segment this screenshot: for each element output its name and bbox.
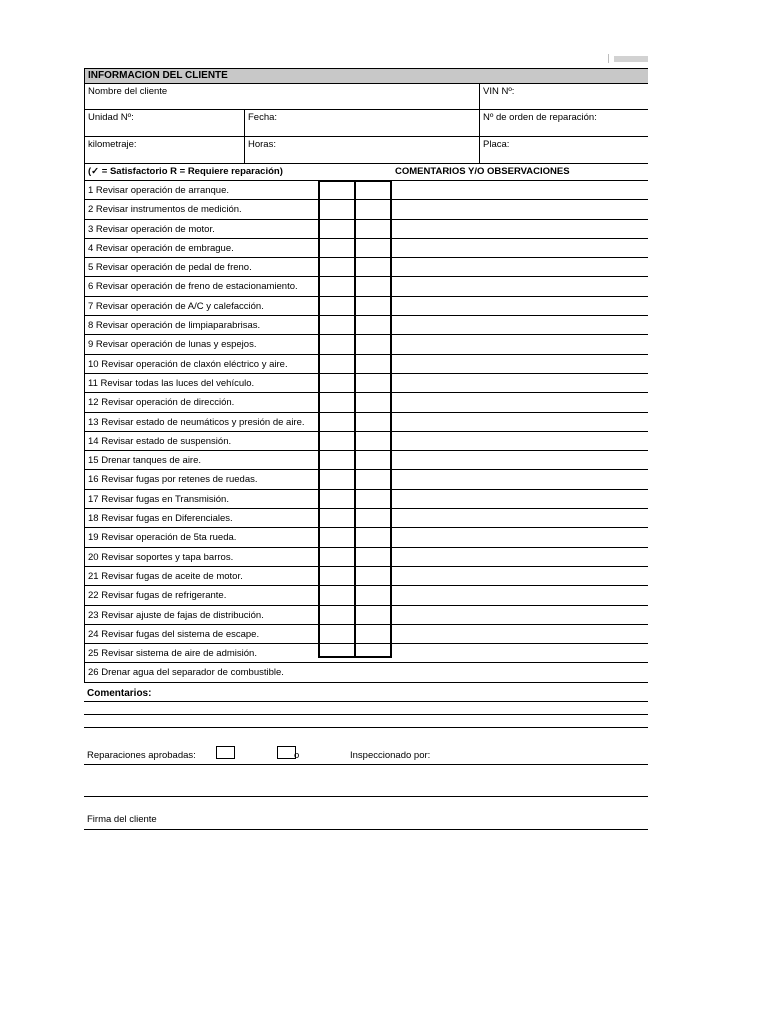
- repair-required-cell[interactable]: [355, 200, 393, 218]
- observation-cell[interactable]: [393, 181, 648, 199]
- checklist-row: [84, 393, 648, 412]
- repair-required-cell[interactable]: [355, 606, 393, 624]
- checklist-row: [84, 586, 648, 605]
- inspected-by-label: Inspeccionado por:: [350, 749, 431, 761]
- checklist-row: [84, 239, 648, 258]
- page-tab-mark: [608, 54, 648, 63]
- repair-required-cell[interactable]: [355, 586, 393, 604]
- tab-mark-line: [608, 54, 609, 63]
- checklist-item-label: 24 Revisar fugas del sistema de escape.: [88, 628, 260, 640]
- checklist-item-label: 1 Revisar operación de arranque.: [88, 185, 230, 196]
- checklist-row: [84, 432, 648, 451]
- repair-required-cell[interactable]: [355, 413, 393, 431]
- satisfactory-check-cell[interactable]: [319, 297, 355, 315]
- satisfactory-check-cell[interactable]: [319, 567, 355, 585]
- satisfactory-check-cell[interactable]: [319, 258, 355, 276]
- checklist-item-label: 16 Revisar fugas por retenes de ruedas.: [88, 474, 258, 486]
- info-row-unit: [84, 110, 648, 137]
- checklist-item-label: 9 Revisar operación de lunas y espejos.: [88, 339, 257, 351]
- checklist-item-label: 11 Revisar todas las luces del vehículo.: [88, 377, 255, 389]
- repair-required-cell[interactable]: [355, 355, 393, 373]
- checklist-item-label: 26 Drenar agua del separador de combustible.: [88, 667, 284, 679]
- observation-cell[interactable]: [393, 509, 648, 527]
- checklist-item-label: 21 Revisar fugas de aceite de motor.: [88, 570, 243, 582]
- satisfactory-check-cell[interactable]: [319, 181, 355, 199]
- satisfactory-check-cell[interactable]: [319, 200, 355, 218]
- approved-label: Reparaciones aprobadas:: [87, 749, 196, 761]
- signature-line[interactable]: [84, 829, 648, 830]
- checklist-row: [84, 258, 648, 277]
- observation-cell[interactable]: [393, 644, 648, 662]
- hours-field[interactable]: Horas:: [244, 137, 479, 163]
- info-row-mileage: [84, 137, 648, 164]
- repair-required-cell[interactable]: [355, 644, 393, 662]
- checklist-row: [84, 470, 648, 489]
- checklist-row: [84, 625, 648, 644]
- observation-cell[interactable]: [393, 374, 648, 392]
- observation-cell[interactable]: [393, 490, 648, 508]
- satisfactory-check-cell[interactable]: [319, 548, 355, 566]
- satisfactory-check-cell[interactable]: [319, 625, 355, 643]
- repair-required-cell[interactable]: [355, 451, 393, 469]
- observation-cell[interactable]: [393, 258, 648, 276]
- observation-cell[interactable]: [393, 239, 648, 257]
- observation-cell[interactable]: [393, 316, 648, 334]
- observation-cell[interactable]: [393, 567, 648, 585]
- checklist-item-label: 25 Revisar sistema de aire de admisión.: [88, 648, 257, 660]
- repair-required-cell[interactable]: [355, 470, 393, 488]
- satisfactory-check-cell[interactable]: [319, 220, 355, 238]
- checklist-item-label: 7 Revisar operación de A/C y calefacción.: [88, 300, 264, 312]
- repair-order-field[interactable]: Nº de orden de reparación:: [479, 110, 648, 136]
- repair-required-cell[interactable]: [355, 258, 393, 276]
- satisfactory-check-cell[interactable]: [319, 606, 355, 624]
- repair-required-cell[interactable]: [355, 393, 393, 411]
- satisfactory-check-cell[interactable]: [319, 509, 355, 527]
- approval-row: [84, 742, 648, 764]
- checklist-item-label: 13 Revisar estado de neumáticos y presión de aire.: [88, 416, 305, 428]
- checklist-row: [84, 181, 648, 200]
- repair-required-cell[interactable]: [355, 509, 393, 527]
- repair-required-cell[interactable]: [355, 374, 393, 392]
- repair-required-cell[interactable]: [355, 490, 393, 508]
- inspection-form: [84, 68, 648, 830]
- repair-required-cell[interactable]: [355, 239, 393, 257]
- legend-row: [84, 164, 648, 181]
- satisfactory-check-cell[interactable]: [319, 663, 355, 681]
- checklist-row: [84, 644, 648, 663]
- satisfactory-check-cell[interactable]: [319, 490, 355, 508]
- repair-required-cell[interactable]: [355, 297, 393, 315]
- repair-required-cell[interactable]: [355, 316, 393, 334]
- checklist-item-label: 2 Revisar instrumentos de medición.: [88, 204, 242, 216]
- checklist-item-label: 20 Revisar soportes y tapa barros.: [88, 551, 234, 563]
- checklist-row: [84, 413, 648, 432]
- observation-cell[interactable]: [393, 548, 648, 566]
- checklist-row: [84, 509, 648, 528]
- checklist-row: [84, 490, 648, 509]
- observation-cell[interactable]: [393, 297, 648, 315]
- mileage-field[interactable]: kilometraje:: [88, 139, 137, 150]
- checklist-row: [84, 297, 648, 316]
- satisfactory-check-cell[interactable]: [319, 316, 355, 334]
- checklist-row: [84, 548, 648, 567]
- checklist-row: [84, 663, 648, 682]
- checklist-item-label: 22 Revisar fugas de refrigerante.: [88, 590, 227, 602]
- observation-cell[interactable]: [393, 355, 648, 373]
- observation-cell[interactable]: [393, 663, 648, 681]
- section-header: INFORMACION DEL CLIENTE: [84, 68, 648, 84]
- observation-cell[interactable]: [393, 277, 648, 295]
- satisfactory-check-cell[interactable]: [319, 470, 355, 488]
- checklist-row: [84, 316, 648, 335]
- vin-field[interactable]: VIN Nº:: [479, 84, 648, 109]
- satisfactory-check-cell[interactable]: [319, 644, 355, 662]
- checklist-item-label: 12 Revisar operación de dirección.: [88, 397, 235, 409]
- observation-cell[interactable]: [393, 625, 648, 643]
- observation-cell[interactable]: [393, 393, 648, 411]
- tab-mark-bar: [614, 56, 648, 62]
- date-field[interactable]: Fecha:: [244, 110, 479, 136]
- plate-field[interactable]: Placa:: [479, 137, 648, 163]
- satisfactory-check-cell[interactable]: [319, 586, 355, 604]
- checklist-item-label: 10 Revisar operación de claxón eléctrico y aire.: [88, 358, 288, 370]
- satisfactory-check-cell[interactable]: [319, 374, 355, 392]
- legend-key: (✓ = Satisfactorio R = Requiere reparación): [88, 166, 283, 177]
- checklist-row: [84, 451, 648, 470]
- checklist-row: [84, 374, 648, 393]
- satisfactory-check-cell[interactable]: [319, 528, 355, 546]
- repair-required-cell[interactable]: [355, 335, 393, 353]
- checklist-item-label: 3 Revisar operación de motor.: [88, 223, 215, 235]
- satisfactory-check-cell[interactable]: [319, 335, 355, 353]
- checklist-row: [84, 528, 648, 547]
- checklist-item-label: 15 Drenar tanques de aire.: [88, 455, 202, 467]
- checklist-item-label: 23 Revisar ajuste de fajas de distribución.: [88, 609, 264, 621]
- checklist-item-label: 14 Revisar estado de suspensión.: [88, 435, 232, 447]
- observation-cell[interactable]: [393, 413, 648, 431]
- observation-cell[interactable]: [393, 470, 648, 488]
- checklist-row: [84, 335, 648, 354]
- checklist-row: [84, 277, 648, 296]
- satisfactory-check-cell[interactable]: [319, 393, 355, 411]
- checklist-row: [84, 567, 648, 586]
- repair-required-cell[interactable]: [355, 548, 393, 566]
- checklist: [84, 181, 648, 683]
- repair-required-cell[interactable]: [355, 277, 393, 295]
- observation-cell[interactable]: [393, 586, 648, 604]
- checklist-item-label: 6 Revisar operación de freno de estacionamiento.: [88, 281, 298, 293]
- checklist-row: [84, 220, 648, 239]
- checklist-row: [84, 355, 648, 374]
- satisfactory-check-cell[interactable]: [319, 355, 355, 373]
- repair-required-cell[interactable]: [355, 220, 393, 238]
- checklist-item-label: 8 Revisar operación de limpiaparabrisas.: [88, 320, 261, 332]
- checklist-item-label: 17 Revisar fugas en Transmisión.: [88, 493, 229, 505]
- observation-cell[interactable]: [393, 220, 648, 238]
- repair-required-cell[interactable]: [355, 528, 393, 546]
- info-row-client: [84, 84, 648, 110]
- repair-required-cell[interactable]: [355, 663, 393, 681]
- satisfactory-check-cell[interactable]: [319, 432, 355, 450]
- repair-required-cell[interactable]: [355, 181, 393, 199]
- repair-required-cell[interactable]: [355, 432, 393, 450]
- repair-required-cell[interactable]: [355, 625, 393, 643]
- observation-cell[interactable]: [393, 606, 648, 624]
- observation-cell[interactable]: [393, 335, 648, 353]
- comments-label: Comentarios:: [87, 687, 152, 699]
- satisfactory-check-cell[interactable]: [319, 239, 355, 257]
- checklist-item-label: 18 Revisar fugas en Diferenciales.: [88, 513, 233, 525]
- checklist-row: [84, 606, 648, 625]
- checklist-item-label: 4 Revisar operación de embrague.: [88, 242, 234, 254]
- observation-cell[interactable]: [393, 528, 648, 546]
- checklist-item-label: 19 Revisar operación de 5ta rueda.: [88, 532, 237, 544]
- satisfactory-check-cell[interactable]: [319, 277, 355, 295]
- unit-field[interactable]: Unidad Nº:: [88, 112, 134, 123]
- observation-cell[interactable]: [393, 432, 648, 450]
- signature-label: Firma del cliente: [87, 813, 157, 825]
- client-name-field[interactable]: Nombre del cliente: [88, 86, 168, 97]
- approved-no-label: o: [294, 749, 300, 761]
- repair-required-cell[interactable]: [355, 567, 393, 585]
- satisfactory-check-cell[interactable]: [319, 451, 355, 469]
- satisfactory-check-cell[interactable]: [319, 413, 355, 431]
- observation-cell[interactable]: [393, 200, 648, 218]
- checklist-item-label: 5 Revisar operación de pedal de freno.: [88, 262, 252, 274]
- checklist-row: [84, 200, 648, 219]
- observation-cell[interactable]: [393, 451, 648, 469]
- approved-yes-box[interactable]: [216, 746, 235, 759]
- comments-column-header: COMENTARIOS Y/O OBSERVACIONES: [395, 166, 570, 177]
